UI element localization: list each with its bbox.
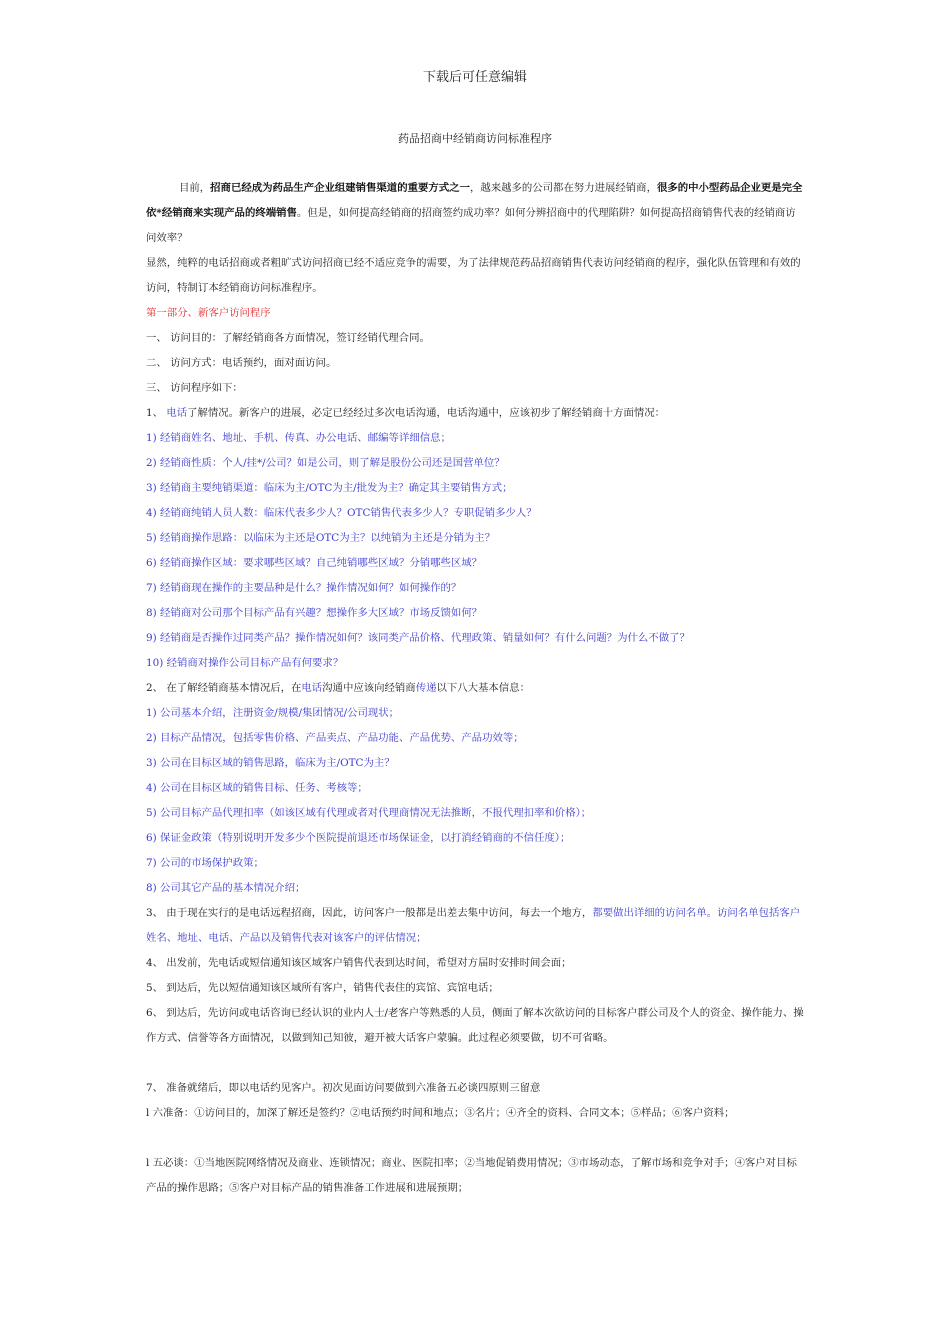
list-item: 1) 经销商姓名、地址、手机、传真、办公电话、邮编等详细信息； — [146, 432, 451, 444]
list-item: 6) 经销商操作区域：要求哪些区域？自己纯销哪些区域？分销哪些区域？ — [146, 557, 483, 569]
six-preparations: l 六准备：①访问目的，加深了解还是签约？②电话预约时间和地点；③名片；④齐全的资料、合同文本；⑤样品；⑥客户资料； — [146, 1107, 735, 1119]
list-item: 一、 访问目的：了解经销商各方面情况，签订经销代理合同。 — [146, 332, 430, 344]
five-must-talk: l 五必谈：①当地医院网络情况及商业、连锁情况；商业、医院扣率；②当地促销费用情况；③市场动态，了解市场和竞争对手；④客户对目标产品的操作思路；⑤客户对目标产品的销售准备工作进展和进展预期； — [146, 1157, 797, 1194]
step-5: 5、 到达后，先以短信通知该区域所有客户，销售代表住的宾馆、宾馆电话； — [146, 982, 499, 994]
list-item: 8) 经销商对公司那个目标产品有兴趣？想操作多大区域？市场反馈如何？ — [146, 607, 483, 619]
list-item: 5) 公司目标产品代理扣率（如该区域有代理或者对代理商情况无法推断，不报代理扣率和价格）； — [146, 807, 592, 819]
spacer — [146, 1051, 806, 1076]
step-1: 1、 电话了解情况。新客户的进展，必定已经经过多次电话沟通，电话沟通中，应该初步了解经销商十方面情况： — [146, 407, 666, 419]
intro-paragraph-2: 显然，纯粹的电话招商或者粗旷式访问招商已经不适应竞争的需要，为了法律规范药品招商销售代表访问经销商的程序，强化队伍管理和有效的访问，特制订本经销商访问标准程序。 — [146, 257, 801, 294]
document-body — [146, 176, 806, 1201]
list-item: 4) 公司在目标区域的销售目标、任务、考核等； — [146, 782, 368, 794]
list-item: 8) 公司其它产品的基本情况介绍； — [146, 882, 306, 894]
list-item: 1) 公司基本介绍，注册资金/规模/集团情况/公司现状； — [146, 707, 400, 719]
list-item: 二、 访问方式：电话预约，面对面访问。 — [146, 357, 337, 369]
step-6: 6、 到达后，先访问或电话咨询已经认识的业内人士/老客户等熟悉的人员，侧面了解本次欲访问的目标客户群公司及个人的资金、操作能力、操作方式、信誉等各方面情况，以做到知己知彼，避开被大话客户蒙骗。此过程必须要做，切不可省略。 — [146, 1007, 804, 1044]
spacer — [146, 1126, 806, 1151]
list-item: 6) 保证金政策（特别说明开发多少个医院提前退还市场保证金，以打消经销商的不信任度）； — [146, 832, 571, 844]
document-title: 药品招商中经销商访问标准程序 — [398, 132, 552, 145]
list-item: 三、 访问程序如下： — [146, 382, 243, 394]
list-item: 4) 经销商纯销人员人数：临床代表多少人？OTC销售代表多少人？专职促销多少人？ — [146, 507, 537, 519]
list-item: 7) 公司的市场保护政策； — [146, 857, 264, 869]
list-item: 9) 经销商是否操作过同类产品？操作情况如何？该同类产品价格、代理政策、销量如何？有什么问题？为什么不做了？ — [146, 632, 690, 644]
list-item: 5) 经销商操作思路：以临床为主还是OTC为主？以纯销为主还是分销为主？ — [146, 532, 496, 544]
list-item: 2) 经销商性质：个人/挂*/公司？如是公司，则了解是股份公司还是国营单位？ — [146, 457, 505, 469]
intro-paragraph-1: 目前，招商已经成为药品生产企业组建销售渠道的重要方式之一，越来越多的公司都在努力进展经销商，很多的中小型药品企业更是完全依*经销商来实现产品的终端销售。但是，如何提高经销商的招商签约成功率？如何分辨招商中的代理陷阱？如何提高招商销售代表的经销商访问效率？ — [146, 182, 803, 244]
page-header: 下载后可任意编辑 — [422, 70, 527, 85]
list-item: 10) 经销商对操作公司目标产品有何要求？ — [146, 657, 344, 669]
list-item: 3) 公司在目标区域的销售思路，临床为主/OTC为主？ — [146, 757, 395, 769]
list-item: 2) 目标产品情况，包括零售价格、产品卖点、产品功能、产品优势、产品功效等； — [146, 732, 524, 744]
step-4: 4、 出发前，先电话或短信通知该区域客户销售代表到达时间，希望对方届时安排时间会面； — [146, 957, 572, 969]
part1-heading: 第一部分、新客户访问程序 — [146, 307, 271, 319]
list-item: 7) 经销商现在操作的主要品种是什么？操作情况如何？如何操作的？ — [146, 582, 462, 594]
step-3: 3、 由于现在实行的是电话远程招商，因此，访问客户一般都是出差去集中访问，每去一个地方，都要做出详细的访问名单。访问名单包括客户姓名、地址、电话、产品以及销售代表对该客户的评估情况； — [146, 907, 801, 944]
step-2: 2、 在了解经销商基本情况后，在电话沟通中应该向经销商传递以下八大基本信息： — [146, 682, 530, 694]
list-item: 3) 经销商主要纯销渠道：临床为主/OTC为主/批发为主？确定其主要销售方式； — [146, 482, 513, 494]
step-7: 7、 准备就绪后，即以电话约见客户。初次见面访问要做到六准备五必谈四原则三留意 — [146, 1082, 541, 1094]
